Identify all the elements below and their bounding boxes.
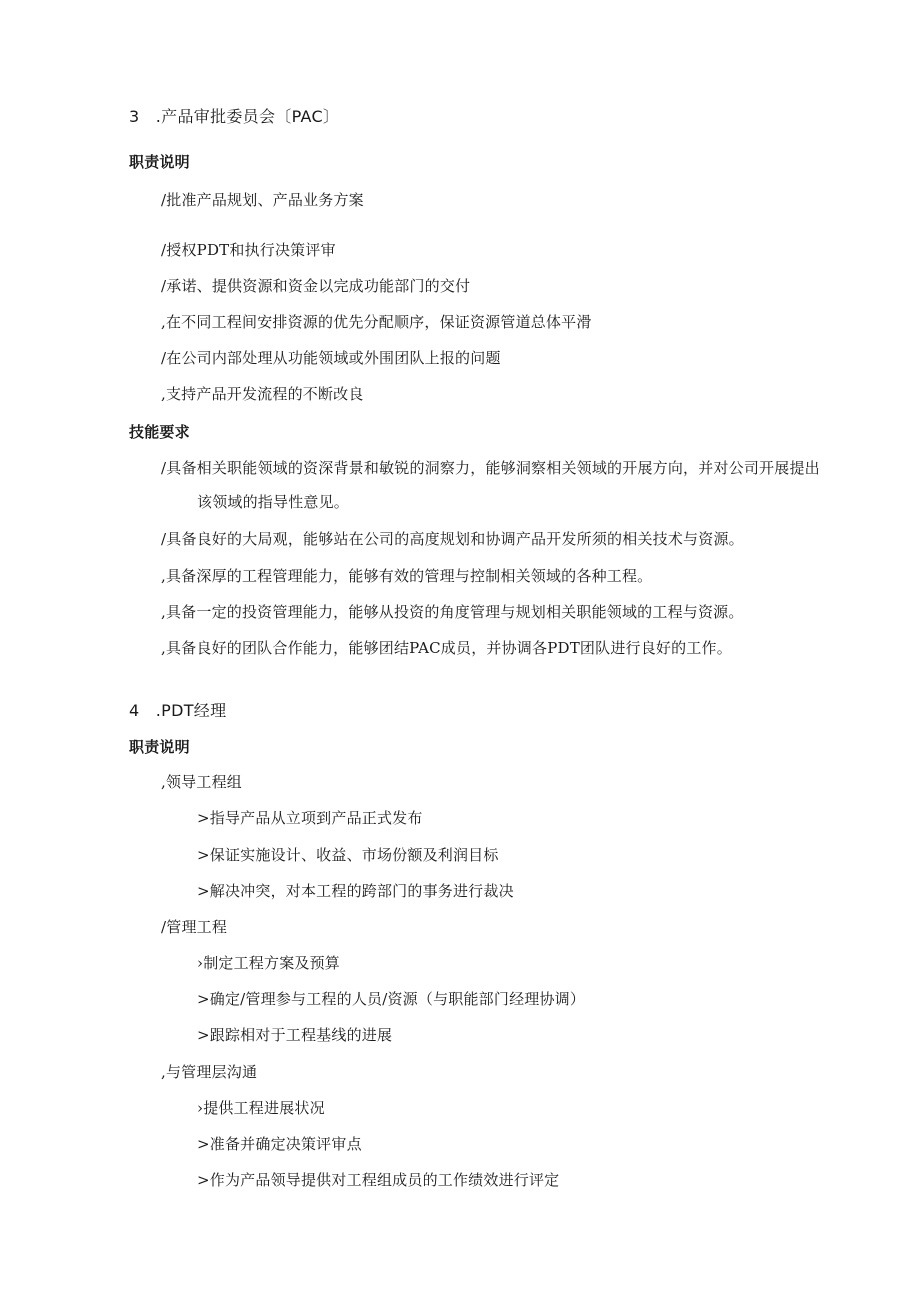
section-4-group-item: >确定/管理参与工程的人员/资源（与职能部门经理协调） bbox=[197, 990, 586, 1008]
section-3-heading: 3 .产品审批委员会〔PAC〕 bbox=[129, 107, 340, 126]
section-4-group-title: ,领导工程组 bbox=[161, 773, 242, 791]
section-3-skill-item: /具备相关职能领域的资深背景和敏锐的洞察力，能够洞察相关领域的开展方向，并对公司开展提出 bbox=[161, 459, 820, 477]
section-4-group-item: >作为产品领导提供对工程组成员的工作绩效进行评定 bbox=[197, 1171, 560, 1189]
section-3-skill-item: ,具备良好的团队合作能力，能够团结PAC成员，并协调各PDT团队进行良好的工作。 bbox=[161, 639, 732, 657]
section-4-group-item: >解决冲突，对本工程的跨部门的事务进行裁决 bbox=[197, 882, 514, 900]
section-4-duties-title: 职责说明 bbox=[129, 738, 190, 756]
section-3-duty-item: ,在不同工程间安排资源的优先分配顺序，保证资源管道总体平滑 bbox=[161, 313, 592, 331]
section-3-skill-item-continued: 该领域的指导性意见。 bbox=[197, 493, 350, 511]
section-3-skill-item: ,具备一定的投资管理能力，能够从投资的角度管理与规划相关职能领域的工程与资源。 bbox=[161, 603, 744, 621]
section-3-duties-title: 职责说明 bbox=[129, 153, 190, 171]
section-4-group-title: /管理工程 bbox=[161, 918, 228, 936]
section-3-duty-item: /在公司内部处理从功能领域或外围团队上报的问题 bbox=[161, 349, 501, 367]
section-3-duty-item: /授权PDT和执行决策评审 bbox=[161, 241, 336, 259]
section-4-group-title: ,与管理层沟通 bbox=[161, 1063, 258, 1081]
section-3-skill-item: /具备良好的大局观，能够站在公司的高度规划和协调产品开发所须的相关技术与资源。 bbox=[161, 530, 744, 548]
section-4-group-item: >保证实施设计、收益、市场份额及利润目标 bbox=[197, 846, 499, 864]
section-4-group-item: ›提供工程进展状况 bbox=[197, 1099, 325, 1117]
section-3-duty-item: ,支持产品开发流程的不断改良 bbox=[161, 385, 364, 403]
section-3-duty-item: /批准产品规划、产品业务方案 bbox=[161, 191, 364, 209]
section-4-group-item: >指导产品从立项到产品正式发布 bbox=[197, 809, 423, 827]
section-4-group-item: ›制定工程方案及预算 bbox=[197, 954, 340, 972]
section-3-duty-item: /承诺、提供资源和资金以完成功能部门的交付 bbox=[161, 277, 471, 295]
section-4-heading: 4 .PDT经理 bbox=[129, 701, 227, 720]
section-3-skills-title: 技能要求 bbox=[129, 423, 190, 441]
section-4-group-item: >准备并确定决策评审点 bbox=[197, 1135, 362, 1153]
section-3-skill-item: ,具备深厚的工程管理能力，能够有效的管理与控制相关领域的各种工程。 bbox=[161, 567, 653, 585]
section-4-group-item: >跟踪相对于工程基线的进展 bbox=[197, 1026, 393, 1044]
